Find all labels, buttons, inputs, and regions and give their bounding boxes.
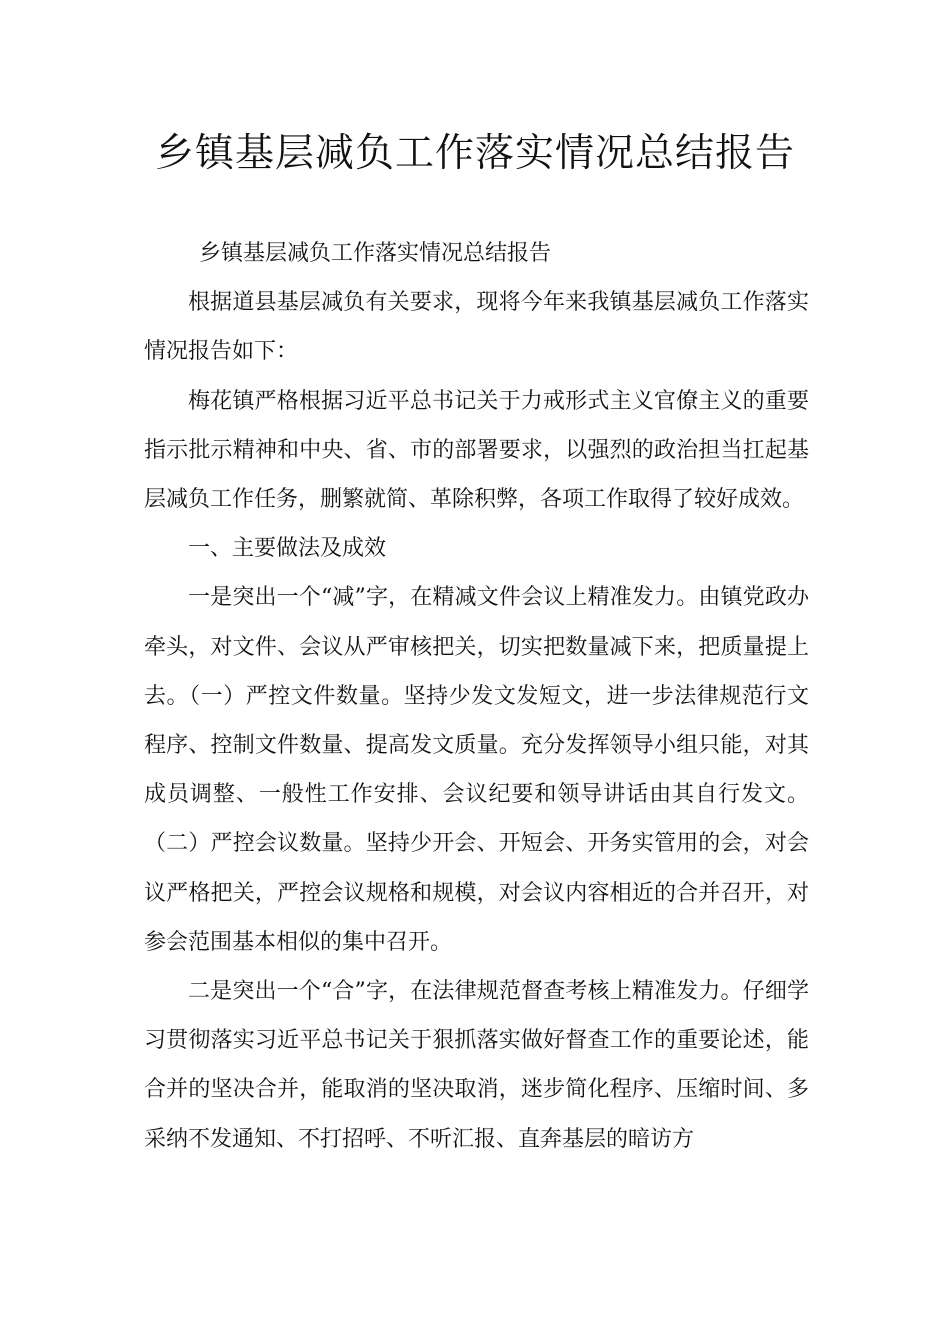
document-subtitle: 乡镇基层减负工作落实情况总结报告 — [199, 241, 552, 266]
paragraph-point-one: 一是突出一个“减”字，在精减文件会议上精准发力。由镇党政办牵头，对文件、会议从严审核把关，切实把数量减下来，把质量提上去。（一）严控文件数量。坚持少发文发短文，进一步法律规范行文程序、控制文件数量、提高发文质量。充分发挥领导小组只能，对其成员调整、一般性工作安排、会议纪要和领导讲话由其自行发文。（二）严控会议数量。坚持少开会、开短会、开务实管用的会，对会议严格把关，严控会议规格和规模，对会议内容相近的合并召开，对参会范围基本相似的集中召开。 — [144, 585, 809, 955]
section-heading: 一、主要做法及成效 — [188, 536, 387, 562]
paragraph-overview: 梅花镇严格根据习近平总书记关于力戒形式主义官僚主义的重要指示批示精神和中央、省、市的部署要求，以强烈的政治担当扛起基层减负工作任务，删繁就简、革除积弊，各项工作取得了较好成效。 — [144, 388, 809, 513]
paragraph-intro: 根据道县基层减负有关要求，现将今年来我镇基层减负工作落实情况报告如下： — [144, 290, 809, 365]
document-body — [144, 229, 809, 1164]
paragraph-point-two: 二是突出一个“合”字，在法律规范督查考核上精准发力。仔细学习贯彻落实习近平总书记关于狠抓落实做好督查工作的重要论述，能合并的坚决合并，能取消的坚决取消，迷步简化程序、压缩时间、多采纳不发通知、不打招呼、不听汇报、直奔基层的暗访方 — [144, 979, 809, 1152]
document-title: 乡镇基层减负工作落实情况总结报告 — [154, 131, 795, 176]
